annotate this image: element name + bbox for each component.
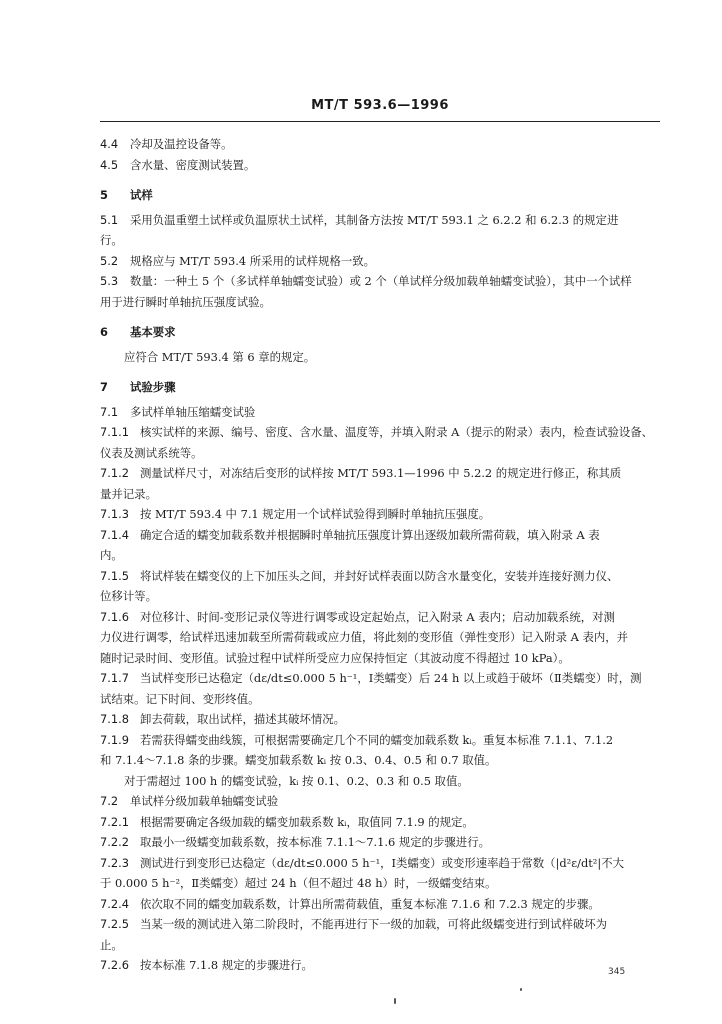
clause-7-1-1: 7.1.1 核实试样的来源、编号、密度、含水量、温度等，并填入附录 A（提示的附录）表内，检查试验设备、 (100, 425, 654, 439)
clause-4-5: 4.5 含水量、密度测试装置。 (100, 157, 256, 172)
clause-7-1-2: 7.1.2 测量试样尺寸，对冻结后变形的试样按 MT/T 593.1—1996 中 5.2.2 的规定进行修正，称其质 (100, 466, 622, 480)
clause-7-1-4: 7.1.4 确定合适的蠕变加载系数并根据瞬时单轴抗压强度计算出逐级加载所需荷载，填入附录 A 表 (100, 527, 600, 542)
clause-7-2-3-cont: 于 0.000 5 h⁻²，Ⅱ类蠕变）超过 24 h（但不超过 48 h）时，一级蠕变结束。 (100, 876, 497, 890)
clause-7-1-5: 7.1.5 将试样装在蠕变仪的上下加压头之间，并封好试样表面以防含水量变化，安装并连接好测力仪、 (100, 568, 619, 583)
clause-7-1-7: 7.1.7 当试样变形已达稳定（dε/dt≤0.000 5 h⁻¹，Ⅰ类蠕变）后 24 h 以上或趋于破坏（Ⅱ类蠕变）时，测 (100, 671, 642, 685)
clause-5-3-cont: 用于进行瞬时单轴抗压强度试验。 (100, 294, 271, 309)
clause-7-2-3: 7.2.3 测试进行到变形已达稳定（dε/dt≤0.000 5 h⁻¹，Ⅰ类蠕变）或变形速率趋于常数（|d²ε/dt²|不大 (100, 855, 624, 870)
clause-7-1: 7.1 多试样单轴压缩蠕变试验 (100, 404, 256, 419)
clause-7-1-6-cont2: 随时记录时间、变形值。试验过程中试样所受应力应保持恒定（其波动度不得超过 10 kPa）。 (100, 650, 570, 665)
clause-7-1-2-cont: 量并记录。 (100, 486, 157, 501)
clause-7-1-4-cont: 内。 (100, 548, 123, 562)
clause-7-2-5: 7.2.5 当某一级的测试进入第二阶段时，不能再进行下一级的加载，可将此级蠕变进行到试样破坏为 (100, 917, 608, 931)
clause-7-1-6-cont: 力仪进行调零，给试样迅速加载至所需荷载或应力值，将此刻的变形值（弹性变形）记入附录 A 表内，并 (100, 630, 629, 644)
clause-7-1-8: 7.1.8 卸去荷载，取出试样，描述其破坏情况。 (100, 712, 346, 726)
page-number: 345 (608, 967, 626, 977)
clause-7-2: 7.2 单试样分级加载单轴蠕变试验 (100, 794, 279, 808)
clause-7-1-9-cont: 和 7.1.4～7.1.8 条的步骤。蠕变加载系数 kᵢ 按 0.3、0.4、0.5 和 0.7 取值。 (100, 753, 497, 767)
clause-7-2-5-cont: 止。 (100, 937, 123, 952)
section-6-heading: 6 基本要求 (100, 325, 176, 339)
clause-5-3: 5.3 数量：一种土 5 个（多试样单轴蠕变试验）或 2 个（单试样分级加载单轴蠕变试验），其中一个试样 (100, 274, 632, 288)
clause-4-4: 4.4 冷却及温控设备等。 (100, 137, 233, 151)
clause-7-1-1-cont: 仪表及测试系统等。 (100, 445, 203, 460)
clause-7-2-6: 7.2.6 按本标准 7.1.8 规定的步骤进行。 (100, 958, 313, 972)
scan-speck (394, 998, 396, 1004)
clause-7-1-6: 7.1.6 对位移计、时间-变形记录仪等进行调零或设定起始点，记入附录 A 表内；启动加载系统，对测 (100, 609, 615, 624)
clause-7-1-9-note: 对于需超过 100 h 的蠕变试验，kᵢ 按 0.1、0.2、0.3 和 0.5 取值。 (124, 773, 469, 788)
clause-7-1-5-cont: 位移计等。 (100, 589, 157, 603)
clause-5-2: 5.2 规格应与 MT/T 593.4 所采用的试样规格一致。 (100, 253, 376, 268)
clause-7-1-9: 7.1.9 若需获得蠕变曲线簇，可根据需要确定几个不同的蠕变加载系数 kᵢ。重复本标准 7.1.1、7.1.2 (100, 732, 614, 747)
section-5-heading: 5 试样 (100, 188, 153, 202)
section-6-body: 应符合 MT/T 593.4 第 6 章的规定。 (124, 349, 316, 364)
clause-7-1-7-cont: 试结束。记下时间、变形终值。 (100, 691, 260, 706)
section-7-heading: 7 试验步骤 (100, 380, 176, 394)
document-body (100, 134, 660, 976)
clause-5-1-cont: 行。 (100, 233, 123, 247)
header-rule (100, 121, 660, 122)
clause-7-2-1: 7.2.1 根据需要确定各级加载的蠕变加载系数 kᵢ，取值同 7.1.9 的规定。 (100, 814, 474, 829)
clause-7-2-2: 7.2.2 取最小一级蠕变加载系数，按本标准 7.1.1～7.1.6 规定的步骤进行。 (100, 835, 490, 849)
clause-7-2-4: 7.2.4 依次取不同的蠕变加载系数，计算出所需荷载值，重复本标准 7.1.6 和 7.2.3 规定的步骤。 (100, 896, 600, 911)
clause-7-1-3: 7.1.3 按 MT/T 593.4 中 7.1 规定用一个试样试验得到瞬时单轴抗压强度。 (100, 507, 491, 521)
clause-5-1: 5.1 采用负温重塑土试样或负温原状土试样，其制备方法按 MT/T 593.1 之 6.2.2 和 6.2.3 的规定进 (100, 212, 619, 227)
scan-speck (520, 988, 522, 991)
standard-code-header: MT/T 593.6—1996 (311, 98, 449, 113)
